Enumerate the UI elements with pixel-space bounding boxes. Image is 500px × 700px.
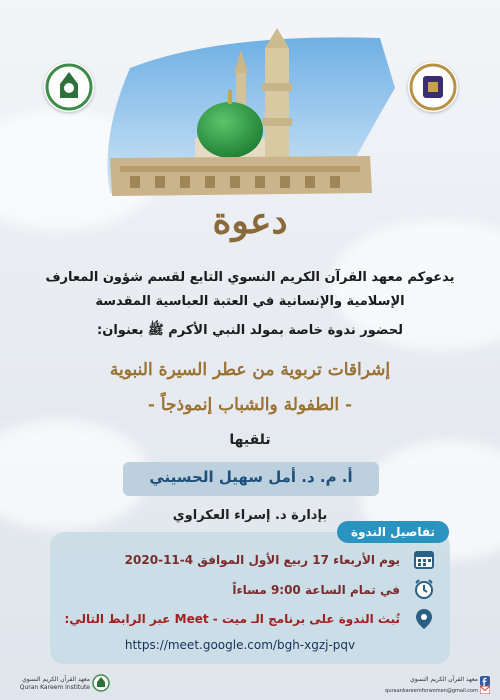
footer-facebook-name: معهد القرآن الكريم النسوي [410,676,478,683]
seminar-topic-line-2: - الطفولة والشباب إنموذجاً - [147,395,353,415]
intro-line-3: لحضور ندوة خاصة بمولد النبي الأكرم ﷺ بعنوان: [97,323,403,338]
moderator-name: بإدارة د. إسراء العكراوي [172,508,328,523]
intro-line-1: يدعوكم معهد القرآن الكريم النسوي التابع لقسم شؤون المعارف [45,270,455,285]
meeting-link[interactable]: https://meet.google.com/bgh-xgzj-pqv [124,638,356,652]
footer-email[interactable]: quraankareemforwomen@gmail.com [385,688,478,694]
calendar-icon [413,548,435,570]
seminar-topic-line-1: إشراقات تربوية من عطر السيرة النبوية [109,360,391,380]
invitation-title: دعوة [212,200,288,242]
seminar-time: في تمام الساعة 9:00 مساءاً [232,583,400,597]
seminar-date: يوم الأربعاء 17 ربيع الأول الموافق 4-11-2020 [124,553,400,567]
email-icon [480,686,490,694]
mosque-dome-image [100,28,400,198]
footer-logo-icon [92,674,110,692]
location-pin-icon [413,608,435,630]
speaker-name: أ. م. د. أمل سهيل الحسيني [149,468,353,486]
institute-logo-icon [44,62,94,112]
details-tab-label: تفاصيل الندوة [337,521,449,543]
facebook-icon [480,676,490,686]
footer-institute-name-en: Quran Kareem Institute [19,684,90,691]
delivered-by-label: تلقيها [229,432,271,448]
footer-institute-name-ar: معهد القرآن الكريم النسوي [22,676,90,683]
intro-line-2: الإسلامية والإنسانية في العتبة العباسية المقدسة [95,294,405,309]
seminar-platform: تُبث الندوة على برنامج الـ ميت - Meet عبر الرابط التالي: [64,612,400,626]
footer [0,668,500,700]
alarm-clock-icon [413,578,435,600]
shrine-logo-icon [408,62,458,112]
